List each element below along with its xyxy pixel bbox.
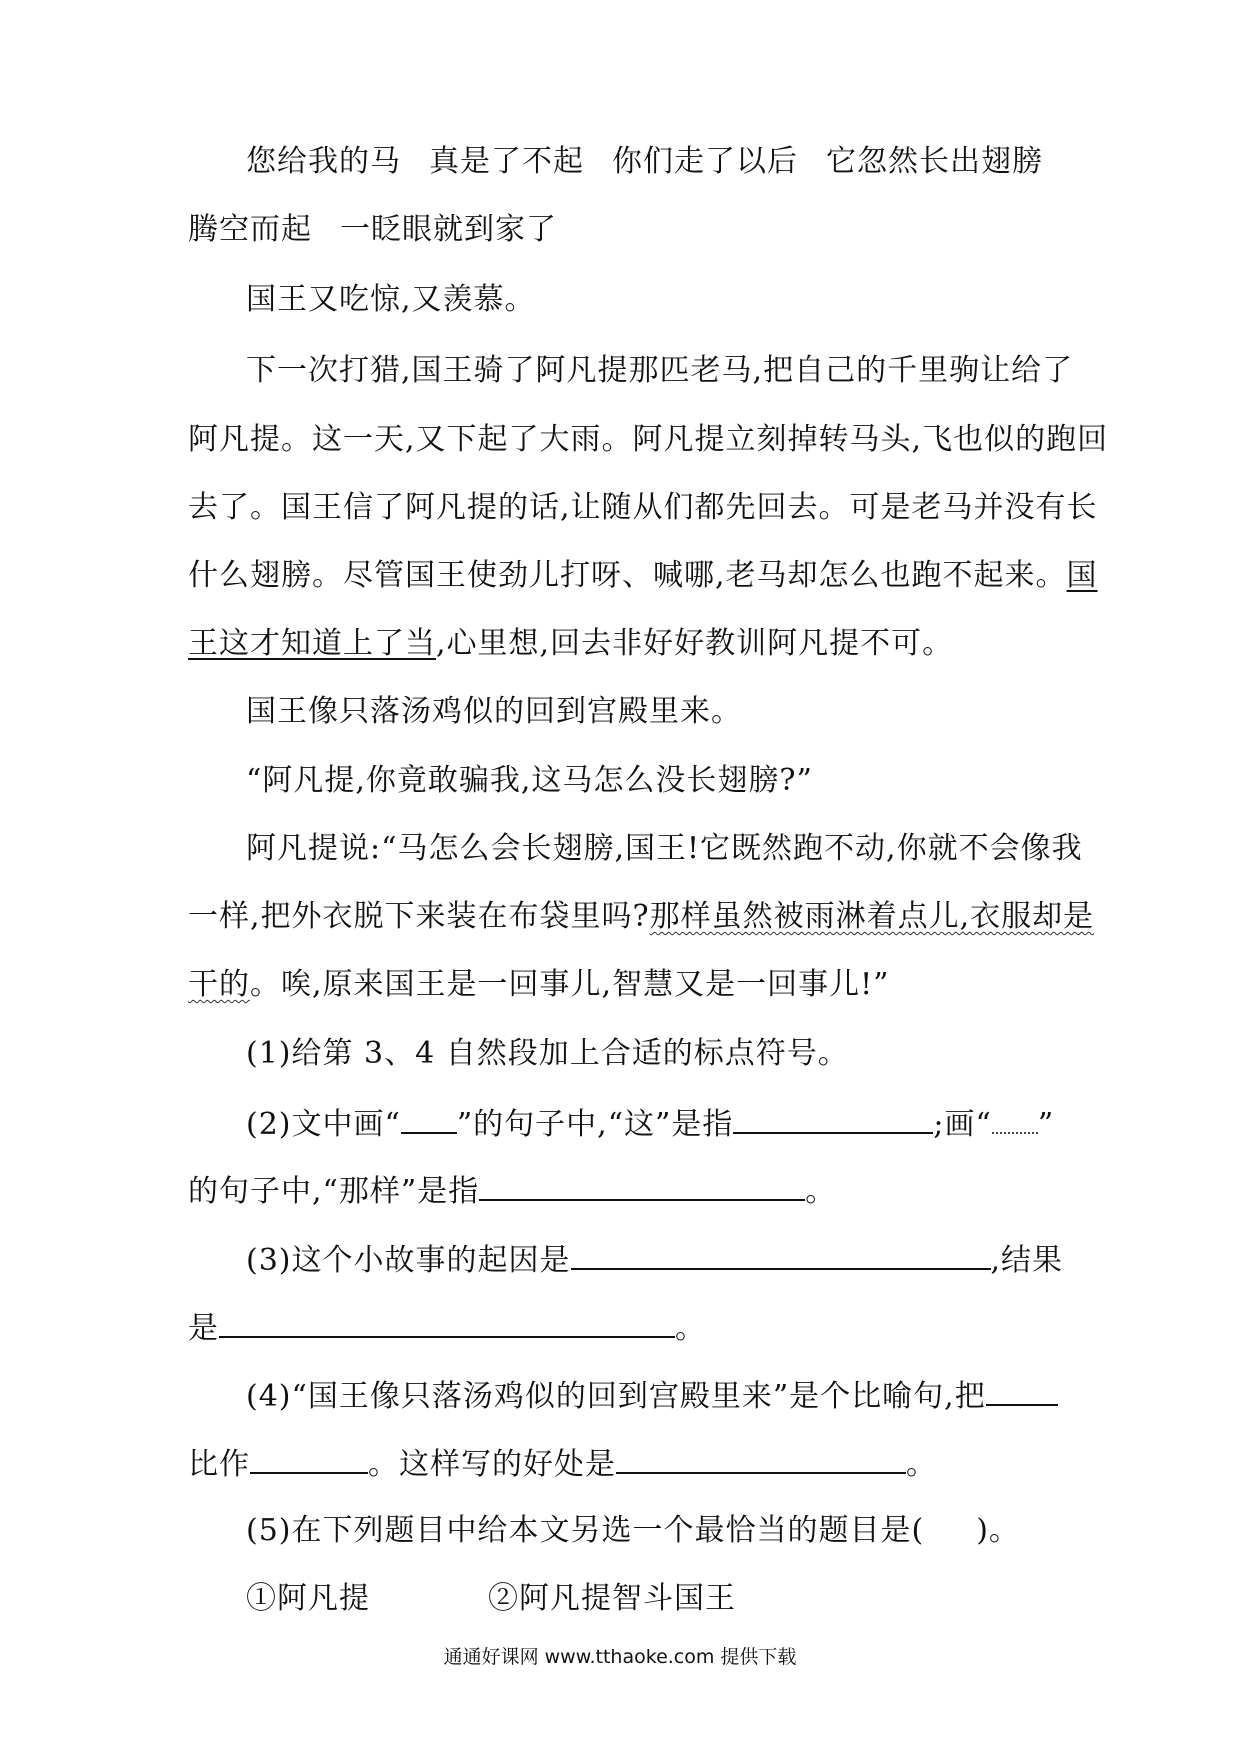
answer-blank-3a[interactable] bbox=[571, 1238, 991, 1270]
para3-line1: 下一次打猎,国王骑了阿凡提那匹老马,把自己的千里驹让给了 bbox=[246, 353, 1074, 388]
q2-text: ” bbox=[1037, 1107, 1055, 1142]
q5-stem: )。 bbox=[976, 1513, 1020, 1548]
para4: 国王像只落汤鸡似的回到宫殿里来。 bbox=[246, 694, 742, 729]
para1-seg: 真是了不起 bbox=[429, 144, 584, 179]
q3-text: 是 bbox=[188, 1311, 219, 1346]
q4-text: (4)“国王像只落汤鸡似的回到宫殿里来”是个比喻句,把 bbox=[246, 1379, 986, 1414]
underline-sample bbox=[401, 1102, 457, 1134]
q4-text: 比作 bbox=[188, 1447, 250, 1482]
question-3-line2 bbox=[188, 1306, 706, 1349]
para6-text: 一样,把外衣脱下来装在布袋里吗? bbox=[188, 899, 650, 934]
q2-text: ”的句子中,“这”是指 bbox=[456, 1107, 734, 1142]
para6-text: 。唉,原来国王是一回事儿,智慧又是一回事儿!” bbox=[250, 967, 890, 1002]
question-1: (1)给第 3、4 自然段加上合适的标点符号。 bbox=[246, 1036, 849, 1071]
para1-seg: 腾空而起 bbox=[188, 212, 312, 247]
question-5-options bbox=[246, 1579, 736, 1619]
para6-line1: 阿凡提说:“马怎么会长翅膀,国王!它既然跑不动,你就不会像我 bbox=[246, 831, 1083, 866]
q3-text: (3)这个小故事的起因是 bbox=[246, 1243, 571, 1278]
para1-seg: 它忽然长出翅膀 bbox=[826, 144, 1043, 179]
q3-text: 。 bbox=[675, 1311, 706, 1346]
para3-line5 bbox=[188, 624, 953, 664]
answer-blank-3b[interactable] bbox=[219, 1306, 675, 1338]
answer-blank-4b[interactable] bbox=[250, 1442, 368, 1474]
para1-seg: 您给我的马 bbox=[246, 144, 401, 179]
option-2[interactable]: ②阿凡提智斗国王 bbox=[488, 1581, 736, 1616]
para3-line3: 去了。国王信了阿凡提的话,让随从们都先回去。可是老马并没有长 bbox=[188, 490, 1098, 525]
answer-blank-4c[interactable] bbox=[616, 1442, 906, 1474]
q2-text: (2)文中画“ bbox=[246, 1107, 401, 1142]
para6-line2 bbox=[188, 897, 1094, 937]
question-3-line1 bbox=[246, 1238, 1063, 1281]
para1-line1 bbox=[246, 142, 1043, 182]
answer-blank-4a[interactable] bbox=[986, 1374, 1058, 1406]
para3-line4 bbox=[188, 556, 1098, 596]
wavy-line-sample bbox=[992, 1102, 1038, 1134]
para1-line2 bbox=[188, 210, 557, 250]
question-4-line1 bbox=[246, 1374, 1058, 1417]
q2-text: 的句子中,“那样”是指 bbox=[188, 1174, 480, 1209]
para3-line2: 阿凡提。这一天,又下起了大雨。阿凡提立刻掉转马头,飞也似的跑回 bbox=[188, 422, 1109, 457]
underlined-sentence: 国 bbox=[1066, 558, 1098, 593]
question-2-line1 bbox=[246, 1102, 1054, 1145]
answer-blank-2a[interactable] bbox=[733, 1102, 933, 1134]
footer-download-note: 通通好课网 www.tthaoke.com 提供下载 bbox=[443, 1646, 797, 1668]
q2-text: ;画“ bbox=[933, 1107, 992, 1142]
q4-text: 。这样写的好处是 bbox=[368, 1447, 616, 1482]
option-1[interactable]: ①阿凡提 bbox=[246, 1581, 370, 1616]
q5-stem: (5)在下列题目中给本文另选一个最恰当的题目是( bbox=[246, 1513, 925, 1548]
para1-seg: 你们走了以后 bbox=[612, 144, 798, 179]
question-5 bbox=[246, 1511, 1020, 1551]
para2: 国王又吃惊,又羡慕。 bbox=[246, 282, 536, 317]
q4-text: 。 bbox=[906, 1447, 937, 1482]
para6-line3 bbox=[188, 965, 889, 1005]
para1-seg: 一眨眼就到家了 bbox=[340, 212, 557, 247]
answer-blank-2b[interactable] bbox=[479, 1169, 805, 1201]
q2-text: 。 bbox=[805, 1174, 837, 1209]
para5: “阿凡提,你竟敢骗我,这马怎么没长翅膀?” bbox=[246, 763, 813, 798]
wavy-sentence: 干的 bbox=[188, 967, 250, 1002]
para3-text: ,心里想,回去非好好教训阿凡提不可。 bbox=[436, 626, 954, 661]
para3-text: 什么翅膀。尽管国王使劲儿打呀、喊哪,老马却怎么也跑不起来。 bbox=[188, 558, 1067, 593]
question-4-line2 bbox=[188, 1442, 937, 1485]
q3-text: ,结果 bbox=[990, 1243, 1064, 1278]
wavy-sentence: 那样虽然被雨淋着点儿,衣服却是 bbox=[649, 899, 1095, 934]
underlined-sentence: 王这才知道上了当 bbox=[188, 626, 436, 661]
question-2-line2 bbox=[188, 1169, 836, 1212]
